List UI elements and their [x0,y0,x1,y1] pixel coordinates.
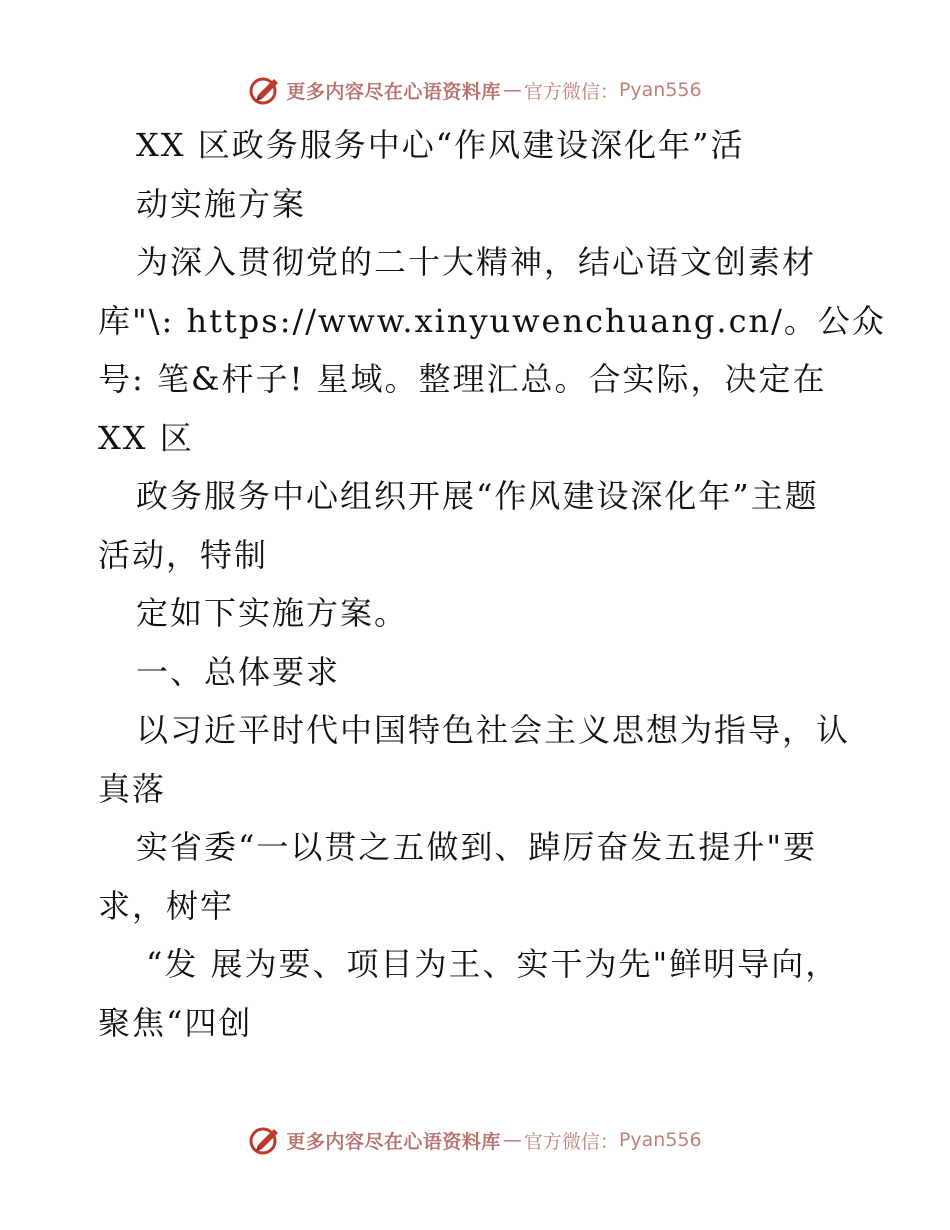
paragraph-line: “发 展为要、项目为王、实干为先"鲜明导向， [146,945,840,983]
paragraph-line: 为深入贯彻党的二十大精神，结心语文创素材 [136,243,817,281]
paragraph-line: 聚焦“四创 [98,1003,253,1042]
paragraph-line: 真落 [98,769,167,808]
banner-wechat-label: 官方微信： [523,1130,619,1153]
banner-separator: — [502,1129,522,1151]
banner-main-text: 更多内容尽在心语资料库 [286,1130,501,1153]
paragraph-line: 求，树牢 [98,886,235,925]
banner-wechat-label: 官方微信： [523,80,619,103]
paragraph-line: 活动，特制 [98,535,269,574]
paragraph-line: XX 区 [98,418,194,457]
doc-title-line-2: 动实施方案 [136,184,307,223]
paragraph-line: 政务服务中心组织开展“作风建设深化年”主题 [136,477,819,515]
paragraph-line: 库"\: https://www.xinyuwenchuang.cn/。公众 [98,301,886,340]
pen-logo-icon [248,1123,282,1157]
footer-banner [0,1120,950,1160]
banner-wechat-id: Pyan556 [618,1129,702,1151]
paragraph-line: 实省委“一以贯之五做到、踔厉奋发五提升"要 [136,828,818,866]
paragraph-line: 以习近平时代中国特色社会主义思想为指导，认 [136,711,851,749]
doc-title-line-1: XX 区政务服务中心“作风建设深化年”活 [136,126,745,164]
paragraph-line: 定如下实施方案。 [136,594,409,632]
banner-wechat-id: Pyan556 [618,79,702,101]
banner-main-text: 更多内容尽在心语资料库 [286,80,501,103]
pen-logo-icon [248,73,282,107]
document-body [98,116,886,1052]
section-heading: 一、总体要求 [136,652,341,691]
banner-separator: — [502,79,522,101]
header-banner [0,70,950,110]
paragraph-line: 号: 笔&杆子! 星域。整理汇总。合实际，决定在 [98,360,827,398]
